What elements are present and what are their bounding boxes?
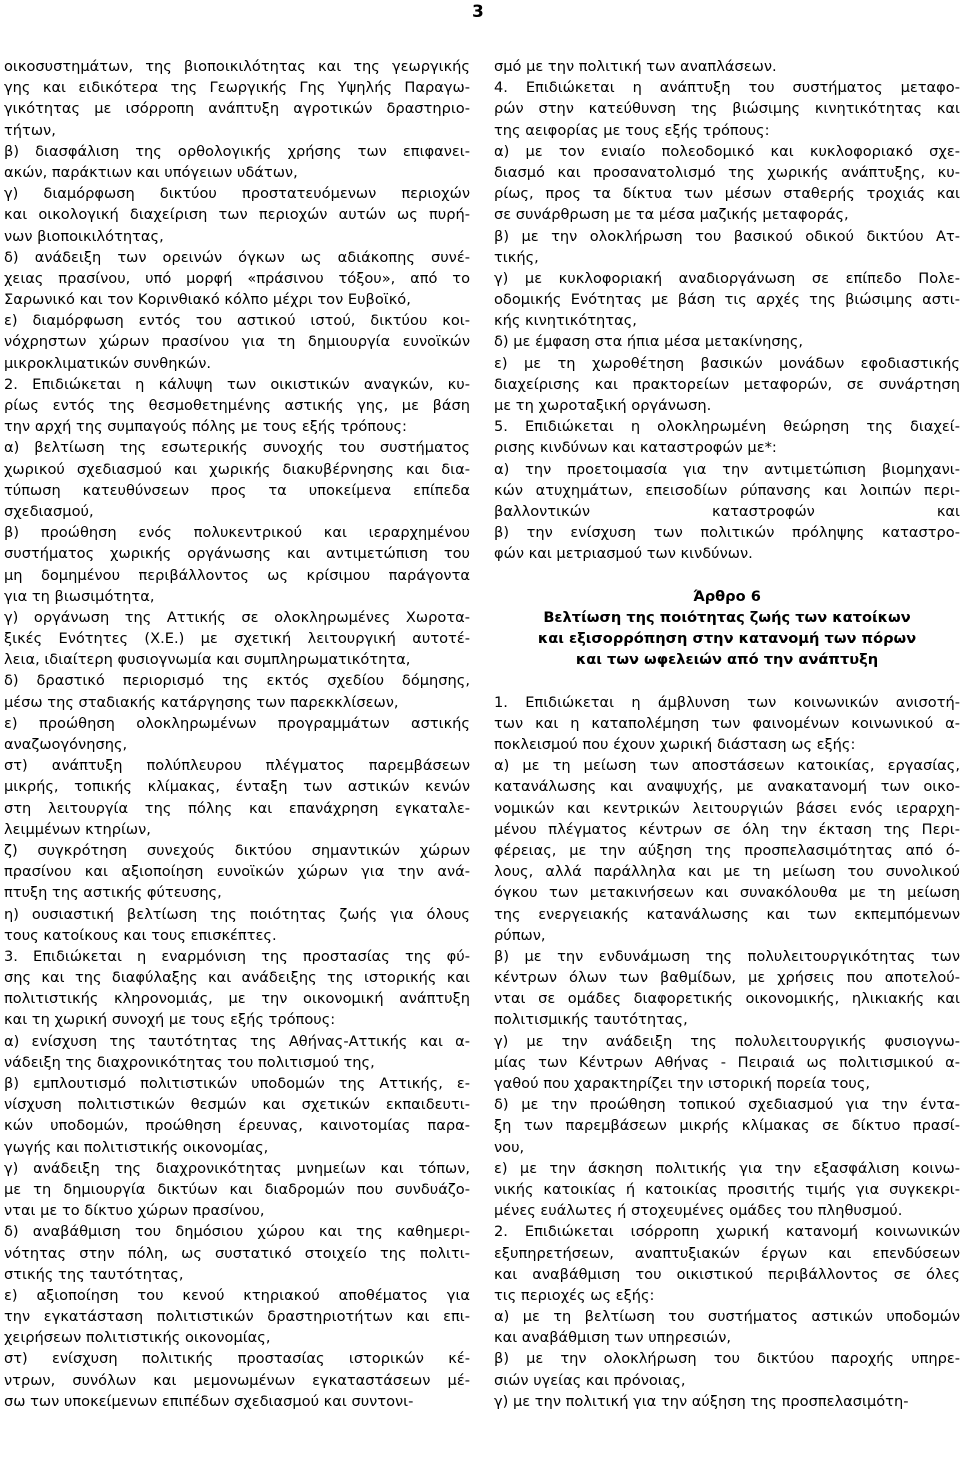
text-line: δ) με έμφαση στα ήπια μέσα μετακίνησης, [494,333,804,351]
text-line: γ) ανάδειξη της διαχρονικότητας μνημείων και τόπων, [4,1159,470,1177]
text-line: σμό με την πολιτική των αναπλάσεων. [494,58,777,75]
text-line: με τη χωροταξική οργάνωση. [494,397,712,414]
text-line: σχεδιασμού, [4,502,94,520]
text-line: α) με τη μείωση των αποστάσεων κατοικίας, εργασίας, [494,757,960,775]
article-title-line: και των ωφελειών από την ανάπτυξη [575,651,879,669]
text-line: λους, αλλά παράλληλα και με τη μείωση του συνολικού [494,863,960,881]
text-line: βαλλοντικών καταστροφών και [494,502,960,520]
text-line: δ) δραστικό περιορισμό της εκτός σχεδίου δόμησης, [4,672,470,690]
text-line: και αναβάθμιση του οικιστικού περιβάλλοντος σε όλες [494,1265,960,1283]
article-number: Άρθρο 6 [693,587,761,605]
text-line: λεια, ιδιαίτερη φυσιογνωμία και συμπληρωματικότητα, [4,651,411,669]
text-line: των και η καταπολέμηση των φαινομένων κοινωνικού α- [494,714,960,732]
text-line: μικροκλιματικών συνθηκών. [4,354,212,372]
text-line: χωρικού σχεδιασμού και χωρικής διακυβέρνησης και δια- [4,460,470,478]
text-line: νόχρηστων χώρων πρασίνου για τη δημιουργία ευνοϊκών [4,333,470,351]
text-line: ρών στην κατεύθυνση της βιώσιμης κινητικότητας και [494,100,960,118]
right-column [494,56,960,1412]
text-line: λειμμένων κτηρίων, [4,820,151,838]
text-line: Σαρωνικό και τον Κορινθιακό κόλπο μέχρι τον Ευβοϊκό, [4,291,411,309]
article-title-line: Βελτίωση της ποιότητας ζωής των κατοίκων [543,608,911,626]
text-line: δ) ανάδειξη των ορεινών όγκων ως αδιάκοπης συνέ- [4,248,470,266]
text-line: γης και ειδικότερα της Γεωργικής Γης Υψηλής Παραγω- [4,79,470,97]
right-column-bottom [494,692,960,1412]
text-line: γαθού που χαρακτηρίζει την ιστορική πορεία τους, [494,1075,871,1092]
text-line: δ) αναβάθμιση του δημόσιου χώρου και της καθημερι- [4,1223,470,1241]
right-column-top [494,56,960,565]
text-line: σιών υγείας και πρόνοιας, [494,1371,686,1389]
text-line: φέρειας, με την αύξηση της προσπελασιμότητας από ό- [494,841,960,859]
page-number: 3 [472,2,484,22]
text-line: 2. Επιδιώκεται ισόρροπη χωρική κατανομή κοινωνικών [494,1223,960,1241]
text-line: της ενεργειακής κατανάλωσης και των εκπεμπόμενων [494,905,960,923]
text-line: στη λειτουργία της πόλης και επανάχρηση εγκαταλε- [4,799,470,817]
text-line: ξη των παρεμβάσεων μικρής κλίμακας σε δίκτυο πρασί- [494,1117,960,1135]
text-line: νου, [494,1138,525,1156]
text-line: τους κατοίκους και τους επισκέπτες. [4,926,277,944]
text-line: νότητας στην πόλη, ως συστατικό στοιχείο της πολιτι- [4,1244,470,1262]
text-line: μίας των Κέντρων Αθήνας - Πειραιά ως πολιτισμικού α- [494,1053,960,1071]
text-line: α) με τη βελτίωση του συστήματος αστικών υποδομών [494,1308,960,1326]
text-line: στικής της ταυτότητας, [4,1265,184,1283]
text-line: συστήματος χωρικής οργάνωσης και αντιμετώπιση του [4,545,470,563]
article-title-line: και εξισορρόπηση στην κατανομή των πόρων [537,630,917,648]
text-line: σης και της διαφύλαξης και ανάδειξης της ιστορικής και [4,969,470,987]
text-line: τήτων, [4,121,56,139]
text-line: πτυξη της αστικής φύτευσης, [4,884,222,902]
text-line: μένου πλέγματος κέντρων σε όλη την έκταση της Περι- [494,820,960,838]
text-line: νται σε ομάδες διαφορετικής οικονομικής, ηλικιακής και [494,990,960,1008]
text-line: β) με την ενδυνάμωση της πολυλειτουργικότητας των [494,947,960,965]
text-line: η) ουσιαστική βελτίωση της ποιότητας ζωής για όλους [4,905,470,923]
spacer [494,565,960,586]
text-line: και αναβάθμιση των υπηρεσιών, [494,1329,732,1347]
text-line: και οικολογική διαχείριση των περιοχών αυτών ως πυρή- [4,206,470,224]
text-line: αναζωογόνησης, [4,736,128,753]
text-line: πρασίνου και αξιοποίηση ευνοϊκών χώρων για την ανά- [4,863,470,881]
text-line: 2. Επιδιώκεται η κάλυψη των οικιστικών αναγκών, κυ- [4,375,470,393]
text-line: ρίως εντός της θεσμοθετημένης αστικής γης, με βάση [4,397,470,414]
text-line: κατανάλωσης και αναψυχής, με ανακατανομή των οικο- [494,778,960,796]
text-line: α) την προετοιμασία για την αντιμετώπιση βιομηχανι- [494,460,960,478]
text-line: ε) με τη χωροθέτηση βασικών μονάδων εφοδιαστικής [494,354,960,372]
text-line: εξυπηρετήσεων, αναπτυξιακών έργων και επενδύσεων [494,1244,960,1262]
text-line: ποκλεισμού που έχουν χωρική διάσταση ως εξής: [494,736,856,753]
text-line: 3. Επιδιώκεται η εναρμόνιση της προστασίας της φύ- [4,947,470,965]
text-line: ε) διαμόρφωση εντός του αστικού ιστού, δικτύου κοι- [4,312,470,330]
text-line: σω των υποκείμενων επιπέδων σχεδιασμού και συντονι- [4,1392,414,1410]
text-line: ρύπων, [494,926,546,944]
text-line: β) την ενίσχυση των πολιτικών πρόληψης καταστρο- [494,524,960,542]
text-line: γ) με την ανάδειξη της πολυλειτουργικής φυσιογνω- [494,1032,960,1050]
text-line: 5. Επιδιώκεται η ολοκληρωμένη θεώρηση της διαχεί- [494,418,960,436]
text-line: νάδειξη της διαχρονικότητας του πολιτισμού της, [4,1053,375,1071]
text-line: ρίως, προς τα δίκτυα των μέσων σταθερής τροχιάς και [494,185,960,203]
text-line: ξικές Ενότητες (Χ.Ε.) με σχετική λειτουργική αυτοτέ- [4,630,470,648]
text-line: διασμό και προσανατολισμό της χωρικής ανάπτυξης, κυ- [494,163,960,181]
text-line: α) ενίσχυση της ταυτότητας της Αθήνας-Αττικής και α- [4,1032,470,1050]
text-line: δ) με την προώθηση τοπικού σχεδιασμού για την έντα- [494,1096,960,1114]
text-line: μη δομημένου περιβάλλοντος ως κρίσιμου παράγοντα [4,566,470,584]
article-heading [494,586,960,671]
text-line: χειρήσεων πολιτιστικής οικονομίας, [4,1329,271,1347]
text-line: στ) ανάπτυξη πολύπλευρου πλέγματος παρεμβάσεων [4,757,470,775]
text-line: γ) διαμόρφωση δικτύου προστατευόμενων περιοχών [4,185,470,203]
text-line: α) βελτίωση της εσωτερικής συνοχής του συστήματος [4,439,470,457]
text-line: γ) οργάνωση της Αττικής σε ολοκληρωμένες Χωροτα- [4,608,470,626]
text-line: κής κινητικότητας, [494,312,637,330]
text-line: κών υποδομών, προώθηση έρευνας, καινοτομίας παρα- [4,1117,470,1135]
text-line: γ) με κυκλοφοριακή αναδιοργάνωση σε επίπεδο Πολε- [494,269,960,287]
text-line: τικής, [494,248,539,266]
text-line: νται με το δίκτυο χώρων πρασίνου, [4,1202,265,1220]
text-line: στ) ενίσχυση πολιτικής προστασίας ιστορικών κέ- [4,1350,470,1368]
text-line: ζ) συγκρότηση συνεχούς δικτύου σημαντικών χώρων [4,841,470,859]
text-line: ε) προώθηση ολοκληρωμένων προγραμμάτων αστικής [4,714,470,732]
text-line: την αρχή της συμπαγούς πόλης με τους εξής τρόπους: [4,418,407,436]
text-line: β) εμπλουτισμό πολιτιστικών υποδομών της Αττικής, ε- [4,1075,470,1092]
text-line: την εγκατάσταση πολιτιστικών δραστηριοτήτων και επι- [4,1308,470,1326]
text-line: διαχείρισης και πρακτορείων μεταφορών, σε συνάρτηση [494,375,960,393]
text-line: ε) με την άσκηση πολιτικής για την εξασφάλιση κοινω- [494,1159,960,1177]
text-line: γικότητας με ισόρροπη ανάπτυξη αγροτικών δραστηριο- [4,100,470,118]
text-line: πολιτιστικής κληρονομιάς, με την οικονομική ανάπτυξη [4,990,470,1008]
text-line: α) με τον ενιαίο πολεοδομικό και κυκλοφοριακό σχε- [494,142,960,160]
text-line: νομικών και κεντρικών λειτουργιών βάσει ενός ιεραρχη- [494,799,960,817]
text-line: 4. Επιδιώκεται η ανάπτυξη του συστήματος μεταφο- [494,79,960,97]
text-line: κών ατυχημάτων, επεισοδίων ρύπανσης και λοιπών περι- [494,481,960,499]
left-column [4,56,470,1412]
text-line: τύπωση κατευθύνσεων προς τα υποκείμενα επίπεδα [4,481,470,499]
text-line: ε) αξιοποίηση του κενού κτηριακού αποθέματος για [4,1286,470,1304]
text-line: κέντρων όλων των βαθμίδων, με χρήσεις που αποτελού- [494,969,960,987]
text-line: 1. Επιδιώκεται η άμβλυνση των κοινωνικών ανισοτή- [494,693,960,711]
text-line: νικής κατοικίας ή κατοικίας προσιτής τιμής για συγκεκρι- [494,1180,960,1198]
text-line: χειας πρασίνου, υπό μορφή «πράσινου τόξου», από το [4,269,470,287]
text-line: ντρων, συνόλων και μεμονωμένων εγκαταστάσεων μέ- [4,1371,470,1389]
spacer [494,670,960,691]
text-line: νων βιοποικιλότητας, [4,227,164,245]
text-line: β) διασφάλιση της ορθολογικής χρήσης των επιφανει- [4,142,470,160]
text-line: και τη χωρική συνοχή με τους εξής τρόπους: [4,1011,336,1029]
text-line: νίσχυση πολιτιστικών θεσμών και σχετικών εκπαιδευτι- [4,1096,470,1114]
text-line: γ) με την πολιτική για την αύξηση της προσπελασιμότη- [494,1392,909,1410]
text-line: ακών, παράκτιων και υπόγειων υδάτων, [4,163,298,181]
text-line: με τη δημιουργία δικτύων και διαδρομών που συνδυάζο- [4,1180,470,1198]
text-line: φών και μετριασμού των κινδύνων. [494,545,753,563]
text-line: για τη βιωσιμότητα, [4,587,155,605]
text-line: οικοσυστημάτων, της βιοποικιλότητας και της γεωργικής [4,58,470,75]
text-line: τις περιοχές ως εξής: [494,1286,655,1304]
text-line: β) με την ολοκλήρωση του βασικού οδικού δικτύου Ατ- [494,227,960,245]
text-line: μέσω της σταδιακής κατάργησης των παρεκκλίσεων, [4,693,399,711]
text-line: οδομικής Ενότητας με βάση τις αρχές της βιώσιμης αστι- [494,291,960,309]
text-line: όγκου των μετακινήσεων και συνακόλουθα με τη μείωση [494,884,960,902]
text-line: σε συνάρθρωση με τα μέσα μαζικής μεταφοράς, [494,206,849,224]
text-line: ρισης κινδύνων και καταστροφών με*: [494,439,777,457]
text-line: β) προώθηση ενός πολυκεντρικού και ιεραρχημένου [4,524,470,542]
text-line: β) με την ολοκλήρωση του δικτύου παροχής υπηρε- [494,1350,960,1368]
text-line: γωγής και πολιτιστικής οικονομίας, [4,1138,269,1156]
text-line: μικρής, τοπικής κλίμακας, ένταξη των αστικών κενών [4,778,470,796]
text-line: πολιτισμικής ταυτότητας, [494,1011,688,1029]
text-line: μένες ευάλωτες ή στοχευμένες ομάδες του πληθυσμού. [494,1202,903,1220]
text-line: της αειφορίας με τους εξής τρόπους: [494,121,770,139]
